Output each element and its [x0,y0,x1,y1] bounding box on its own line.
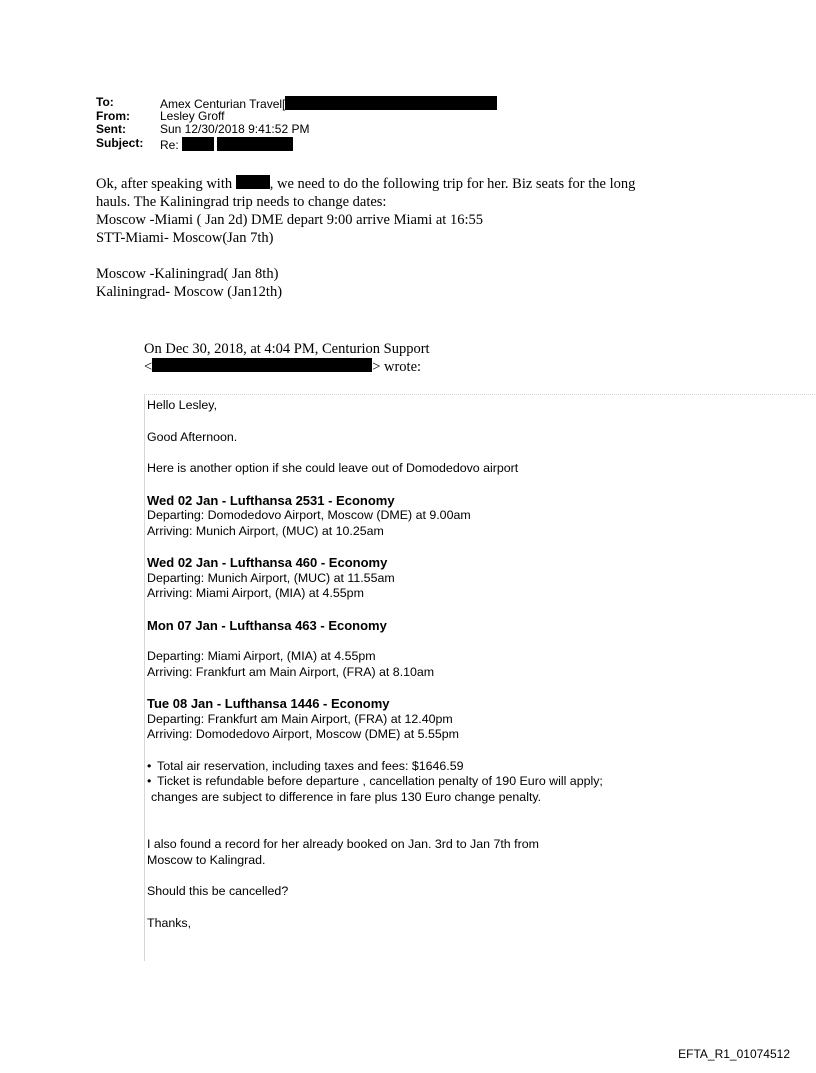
bullet-item [147,774,707,790]
flight-depart: Departing: Frankfurt am Main Airport, (FRA) at 12.40pm [147,711,453,726]
bullet-dot: • [147,774,152,788]
flight-block [147,555,707,602]
flight-title: Wed 02 Jan - Lufthansa 2531 - Economy [147,492,395,508]
bullet-item [147,759,707,775]
redaction-box [285,96,497,110]
flight-title: Wed 02 Jan - Lufthansa 460 - Economy [147,555,388,570]
body-line: Moscow -Kaliningrad( Jan 8th) [96,266,279,282]
quoted-message [147,398,707,931]
attribution-line: On Dec 30, 2018, at 4:04 PM, Centurion Support [144,341,430,357]
from-label: From: [96,108,130,123]
redaction-box [217,137,293,151]
redaction-box [152,358,372,372]
message-body [96,175,736,301]
redaction-box [182,137,214,151]
body-line: hauls. The Kaliningrad trip needs to change dates: [96,194,387,210]
record-text: Moscow to Kalingrad. [147,852,266,867]
flight-title: Tue 08 Jan - Lufthansa 1446 - Economy [147,696,390,711]
redaction-box [236,175,270,189]
flight-arrive: Arriving: Munich Airport, (MUC) at 10.25am [147,523,384,538]
intro-text: Here is another option if she could leave out of Domodedovo airport [147,461,519,475]
body-line: Kaliningrad- Moscow (Jan12th) [96,284,283,300]
question-text: Should this be cancelled? [147,884,289,898]
from-row [96,110,497,124]
subject-value [160,137,293,151]
sent-value: Sun 12/30/2018 9:41:52 PM [160,122,310,136]
salutation: Good Afternoon. [147,429,238,444]
body-text: Ok, after speaking with [96,176,233,192]
from-value: Lesley Groff [160,108,225,123]
flight-arrive: Arriving: Frankfurt am Main Airport, (FRA) at 8.10am [147,664,435,679]
flight-arrive: Arriving: Miami Airport, (MIA) at 4.55pm [147,586,364,600]
bullet-continuation: changes are subject to difference in fare plus 130 Euro change penalty. [151,789,542,804]
body-text: , we need to do the following trip for her. Biz seats for the long [269,176,636,192]
flight-block [147,493,707,540]
bullet-dot: • [147,758,152,773]
bullet-text: Total air reservation, including taxes and fees: $1646.59 [157,758,464,773]
to-value-text: Amex Centurian Travel[ [160,97,286,111]
to-value [160,96,497,110]
bates-number: EFTA_R1_01074512 [678,1047,790,1061]
flight-title: Mon 07 Jan - Lufthansa 463 - Economy [147,617,387,633]
attribution-line [144,358,430,376]
flight-block [147,618,707,681]
subject-label: Subject: [96,135,144,150]
flight-depart: Departing: Munich Airport, (MUC) at 11.55am [147,570,395,585]
body-line [96,175,736,193]
subject-value-text: Re: [160,137,179,152]
wrote-text: > wrote: [372,359,422,375]
subject-row [96,137,497,151]
to-row [96,96,497,110]
flight-depart: Departing: Miami Airport, (MIA) at 4.55pm [147,649,376,663]
greeting: Hello Lesley, [147,398,218,412]
to-label: To: [96,95,114,109]
flight-arrive: Arriving: Domodedovo Airport, Moscow (DME) at 5.55pm [147,727,459,741]
signoff-text: Thanks, [147,915,192,930]
sent-row [96,123,497,137]
bullet-text: Ticket is refundable before departure , cancellation penalty of 190 Euro will apply; [157,774,603,788]
sent-label: Sent: [96,122,126,136]
body-line: Moscow -Miami ( Jan 2d) DME depart 9:00 arrive Miami at 16:55 [96,212,483,228]
record-text: I also found a record for her already booked on Jan. 3rd to Jan 7th from [147,837,539,851]
email-header [96,96,497,150]
flight-block [147,696,707,743]
quote-attribution [144,340,430,376]
body-line: STT-Miami- Moscow(Jan 7th) [96,230,274,246]
angle-open: < [144,359,153,375]
flight-depart: Departing: Domodedovo Airport, Moscow (DME) at 9.00am [147,508,471,522]
